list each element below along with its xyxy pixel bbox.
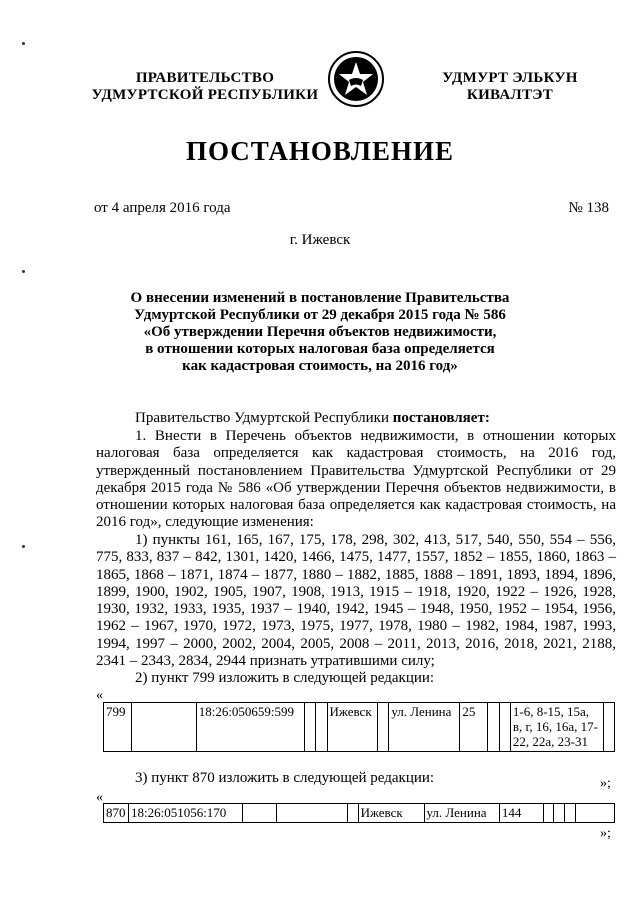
- cell-empty: [378, 703, 389, 752]
- header-left: [90, 70, 320, 104]
- cell-rooms: 1-6, 8-15, 15а, в, г, 16, 16а, 17-22, 22а, 23-31: [510, 703, 603, 752]
- cell-empty: [347, 804, 358, 823]
- cell-empty: [575, 804, 614, 823]
- preamble-bold: постановляет:: [392, 410, 490, 426]
- cell-empty: [243, 804, 276, 823]
- quote-close: »;: [600, 826, 611, 841]
- coat-of-arms-icon: [327, 50, 385, 108]
- cell-city: Ижевск: [358, 804, 424, 823]
- subject-line: О внесении изменений в постановление Правительства: [130, 290, 510, 306]
- header-right-line2: КИВАЛТЭТ: [466, 87, 554, 103]
- header-right-line1: УДМУРТ ЭЛЬКУН: [442, 70, 578, 86]
- header-right: [420, 70, 600, 104]
- document-date: от 4 апреля 2016 года: [94, 200, 231, 216]
- cell-empty: [499, 703, 510, 752]
- quote-open: «: [96, 688, 103, 703]
- cell-empty: [543, 804, 554, 823]
- header-left-line2: УДМУРТСКОЙ РЕСПУБЛИКИ: [91, 87, 319, 103]
- cell-empty: [603, 703, 614, 752]
- subject-line: как кадастровая стоимость, на 2016 год»: [182, 358, 458, 374]
- document-number: № 138: [568, 200, 609, 216]
- document-subject: [120, 290, 520, 375]
- margin-mark: [22, 545, 25, 548]
- cell-empty: [554, 804, 565, 823]
- cell-cadastral: 18:26:051056:170: [128, 804, 242, 823]
- cell-empty: [276, 804, 347, 823]
- quote-close: »;: [600, 776, 611, 791]
- cell-house: 25: [460, 703, 488, 752]
- cell-num: 799: [104, 703, 132, 752]
- paragraph-2: 1) пункты 161, 165, 167, 175, 178, 298, 302, 413, 517, 540, 550, 554 – 556, 775, 833, 837 – 842, 1301, 1420, 1466, 1475, 1477, 1557, 1852 – 1855, 1860, 1863 – 1865, 1868 – 1871, 1874 – 1877, 1880 – 1882, 1885, 1888 – 1891, 1893, 1894, 1896, 1899, 1900, 1902, 1905, 1907, 1908, 1913, 1915 – 1918, 1920, 1922 – 1926, 1928, 1930, 1932, 1933, 1935, 1937 – 1940, 1942, 1945 – 1948, 1950, 1952 – 1954, 1956, 1962 – 1967, 1970, 1972, 1973, 1975, 1977, 1978, 1980 – 1982, 1984, 1987, 1993, 1994, 1997 – 2000, 2002, 2004, 2005, 2008 – 2011, 2013, 2016, 2018, 2021, 2188, 2341 – 2343, 2834, 2944 признать утратившими силу;: [96, 532, 616, 670]
- cell-empty: [316, 703, 327, 752]
- paragraph-1: 1. Внести в Перечень объектов недвижимости, в отношении которых налоговая база определяется как кадастровая стоимость, на 2016 год, утвержденный постановлением Правительства Удмуртской Республики от 29 декабря 2015 года № 586 «Об утверждении Перечня объектов недвижимости, в отношении которых налоговая база определяется как кадастровая стоимость, на 2016 год», следующие изменения:: [96, 428, 616, 531]
- preamble-text: Правительство Удмуртской Республики: [135, 410, 393, 426]
- document-title: ПОСТАНОВЛЕНИЕ: [185, 136, 455, 166]
- cell-empty: [304, 703, 315, 752]
- paragraph-3: 2) пункт 799 изложить в следующей редакции:: [135, 670, 435, 686]
- table-row: [104, 703, 615, 752]
- table-row: [104, 804, 615, 823]
- subject-line: в отношении которых налоговая база определяется: [145, 341, 495, 357]
- subject-line: «Об утверждении Перечня объектов недвижимости,: [143, 324, 497, 340]
- cell-cadastral: 18:26:050659:599: [196, 703, 304, 752]
- cell-empty: [131, 703, 196, 752]
- margin-mark: [22, 42, 25, 45]
- cell-house: 144: [499, 804, 543, 823]
- table-item-799: [103, 702, 615, 752]
- paragraph-4: 3) пункт 870 изложить в следующей редакции:: [135, 770, 435, 786]
- margin-mark: [22, 270, 25, 273]
- cell-empty: [565, 804, 576, 823]
- cell-street: ул. Ленина: [424, 804, 499, 823]
- quote-open: «: [96, 790, 103, 805]
- table-item-870: [103, 803, 615, 823]
- cell-city: Ижевск: [327, 703, 377, 752]
- cell-empty: [488, 703, 499, 752]
- header-left-line1: ПРАВИТЕЛЬСТВО: [135, 70, 275, 86]
- cell-street: ул. Ленина: [389, 703, 460, 752]
- subject-line: Удмуртской Республики от 29 декабря 2015 года № 586: [134, 307, 506, 323]
- cell-num: 870: [104, 804, 129, 823]
- preamble: [135, 410, 490, 427]
- document-city: г. Ижевск: [289, 232, 351, 248]
